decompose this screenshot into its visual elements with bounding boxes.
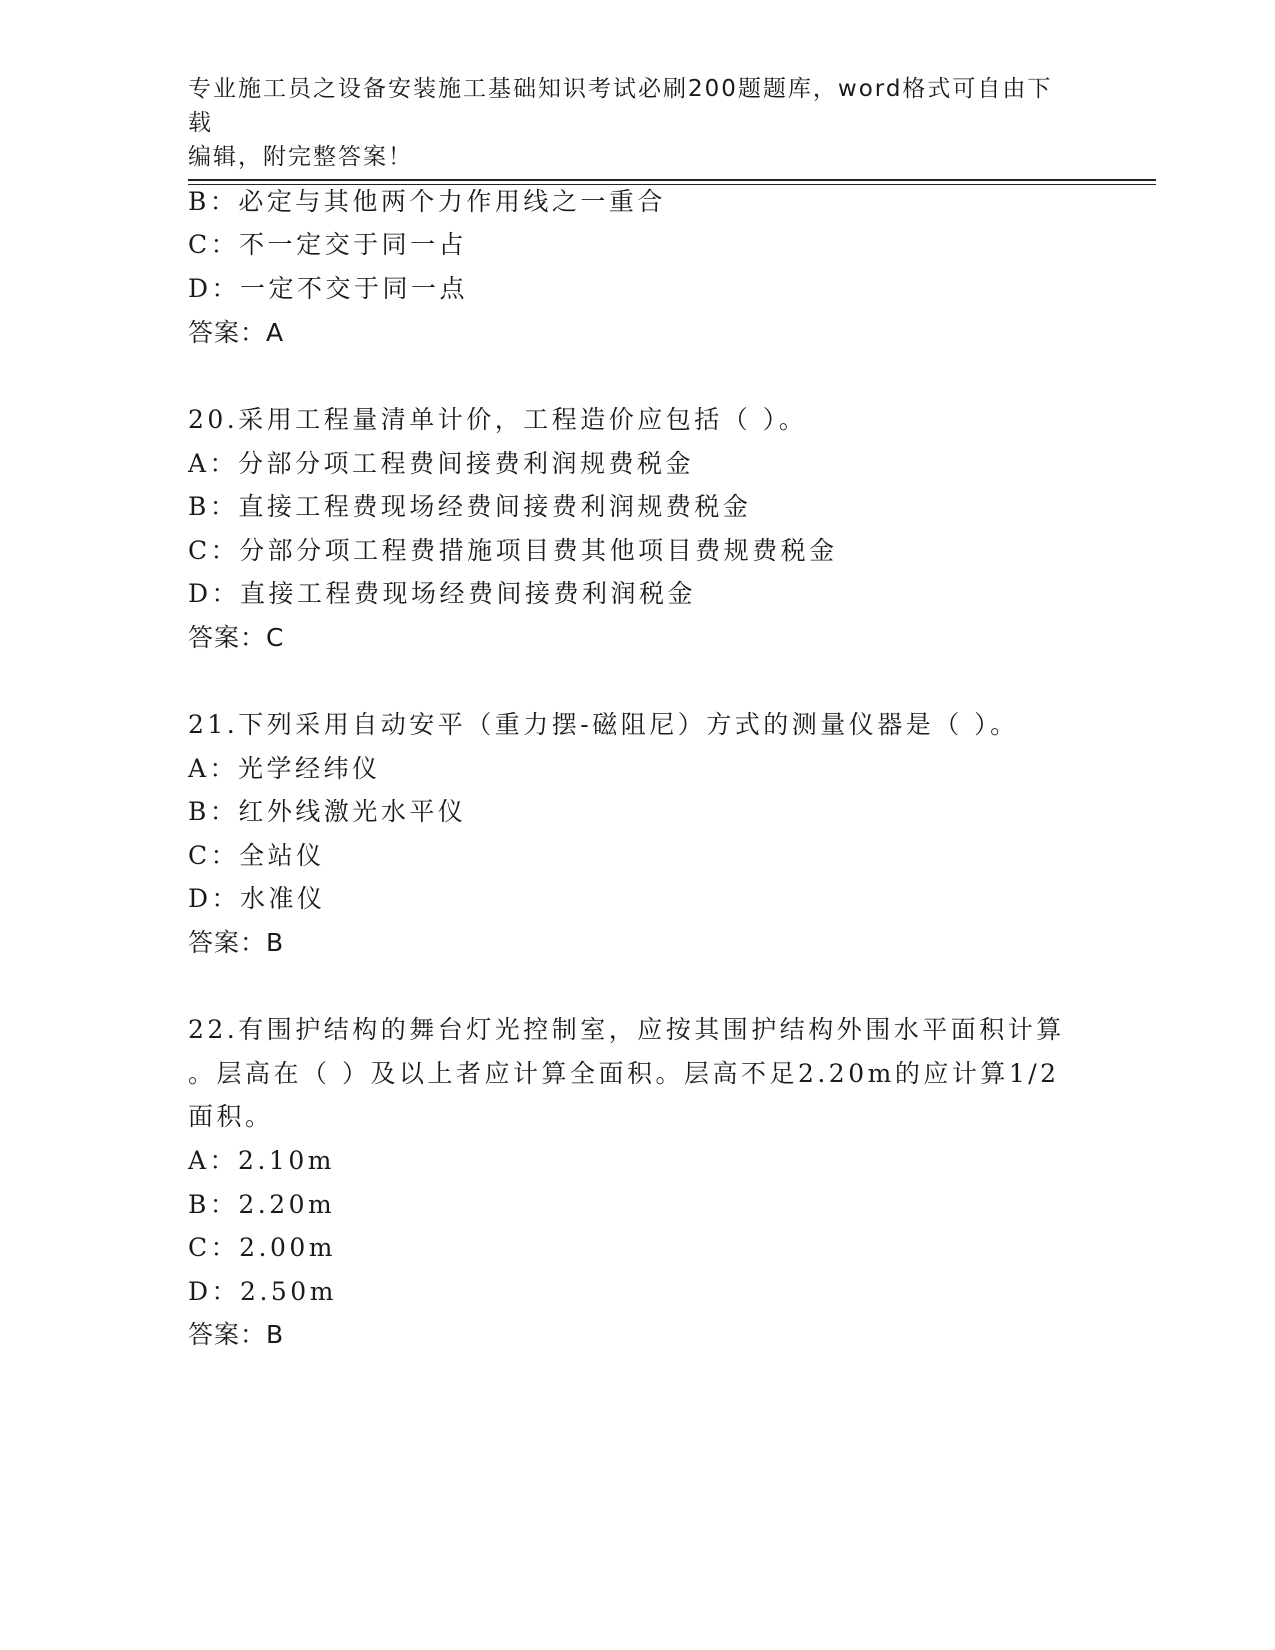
q22-answer: 答案：B	[188, 1320, 285, 1349]
q22-stem-line-2: 。层高在（ ）及以上者应计算全面积。层高不足2.20m的应计算1/2	[188, 1059, 1060, 1088]
q20-option-c: C：分部分项工程费措施项目费其他项目费规费税金	[188, 536, 838, 565]
q20-option-a: A：分部分项工程费间接费利润规费税金	[188, 449, 695, 478]
q19-option-d: D：一定不交于同一点	[188, 274, 469, 303]
q20-answer: 答案：C	[188, 623, 285, 652]
document-header	[188, 72, 1068, 174]
q21-option-b: B：红外线激光水平仪	[188, 797, 467, 826]
q20-option-b: B：直接工程费现场经费间接费利润规费税金	[188, 492, 752, 521]
q20-stem: 20.采用工程量清单计价，工程造价应包括（ ）。	[188, 405, 808, 434]
q22-option-c: C：2.00m	[188, 1233, 336, 1262]
q22-option-b: B：2.20m	[188, 1190, 336, 1219]
q19-answer: 答案：A	[188, 318, 285, 347]
header-divider-thick	[188, 179, 1156, 181]
q20-option-d: D：直接工程费现场经费间接费利润税金	[188, 579, 697, 608]
q21-answer: 答案：B	[188, 928, 285, 957]
q22-option-a: A：2.10m	[188, 1146, 335, 1175]
q22-stem-line-1: 22.有围护结构的舞台灯光控制室，应按其围护结构外围水平面积计算	[188, 1015, 1065, 1044]
q21-option-d: D：水准仪	[188, 884, 326, 913]
q22-option-d: D：2.50m	[188, 1277, 337, 1306]
q21-stem: 21.下列采用自动安平（重力摆-磁阻尼）方式的测量仪器是（ ）。	[188, 710, 1019, 739]
q19-option-b: B：必定与其他两个力作用线之一重合	[188, 187, 666, 216]
q22-stem-line-3: 面积。	[188, 1102, 274, 1131]
header-title-line-1: 专业施工员之设备安装施工基础知识考试必刷200题题库，word格式可自由下载	[188, 76, 1053, 136]
q21-option-a: A：光学经纬仪	[188, 754, 381, 783]
q19-option-c: C：不一定交于同一占	[188, 230, 468, 259]
header-title-line-2: 编辑，附完整答案！	[188, 144, 413, 170]
q21-option-c: C：全站仪	[188, 841, 325, 870]
